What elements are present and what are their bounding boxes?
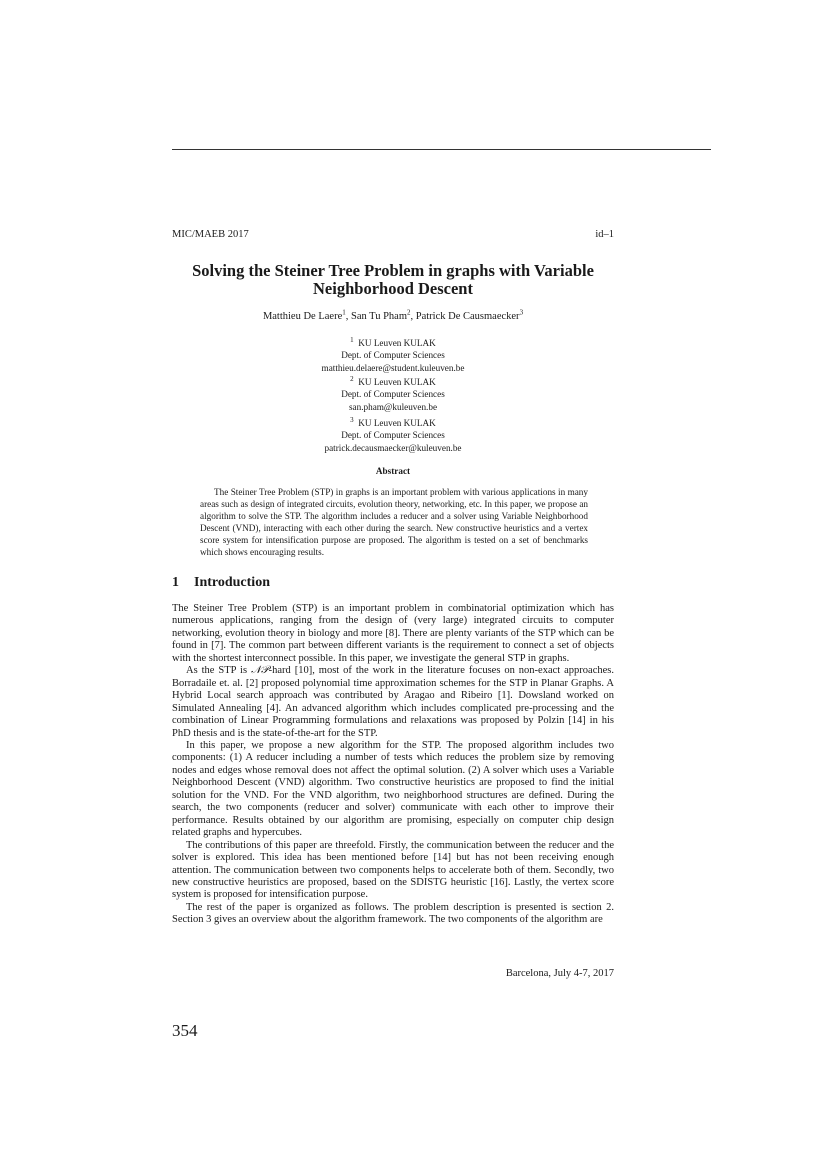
paragraph — [172, 665, 614, 740]
section-title: Introduction — [194, 575, 270, 590]
affiliation-org: KU Leuven KULAK — [358, 418, 436, 428]
page-number: 354 — [172, 1021, 198, 1040]
abstract-heading: Abstract — [375, 466, 411, 476]
author-sup: 2 — [407, 308, 411, 317]
affiliation-1 — [172, 337, 614, 374]
abstract-body — [200, 486, 588, 559]
running-header-left: MIC/MAEB 2017 — [172, 229, 249, 240]
footer-location: Barcelona, July 4-7, 2017 — [505, 968, 614, 979]
author-sup: 3 — [519, 308, 524, 317]
paragraph: The contributions of this paper are threefold. Firstly, the communication between the reducer and the solver is explored. This idea has been mentioned before [14] but has not been receiving enough attention. The communication between two components helps to accelerate both of them. Secondly, two new constructive heuristics are proposed, based on the SDISTG heuristic [16]. Lastly, the vertex score system is proposed for intensification purpose. — [172, 839, 614, 901]
top-rule — [172, 149, 711, 150]
author-name: Matthieu De Laere — [262, 311, 343, 322]
np-symbol: 𝒩𝒫 — [251, 665, 269, 677]
section-number: 1 — [172, 575, 179, 590]
affiliation-org: KU Leuven KULAK — [358, 377, 436, 387]
affiliation-sup: 2 — [350, 374, 354, 383]
paper-title: Solving the Steiner Tree Problem in graphs with Variable Neighborhood Descent — [192, 261, 594, 298]
affiliation-sup: 3 — [350, 415, 354, 424]
section-body — [172, 603, 614, 927]
paragraph-text: -hard [10], most of the work in the literature focuses on non-exact approaches. Borradaile et. al. [2] proposed polynomial time approximation schemes for the STP in Planar Graphs. A Hybrid Local search approach was contributed by Aragao and Ribeiro [1]. Dowsland worked on Simulated Annealing [4]. An advanced algorithm which includes complicated pre-processing and the combination of Linear Programming formulations and relaxations was proposed by Polzin [14] in his PhD thesis and is the state-of-the-art for the STP. — [172, 665, 614, 739]
section-heading — [172, 575, 270, 591]
affiliation-email: patrick.decausmaecker@kuleuven.be — [324, 442, 462, 453]
paragraph: In this paper, we propose a new algorithm for the STP. The proposed algorithm includes two components: (1) A reducer including a number of tests which reduces the problem size by removing nodes and edges whose removal does not affect the optimal solution. (2) A solver which uses a Variable Neighborhood Descent (VND) algorithm. Two constructive heuristics are proposed to find the initial solution for the VND. For the VND algorithm, two neighborhood structures are defined. During the search, the two components (reducer and solver) communicate with each other to improve their performance. Results obtained by our algorithm are promising, especially on computer chip design related graphs and hypercubes. — [172, 739, 614, 839]
affiliation-dept: Dept. of Computer Sciences — [341, 389, 445, 400]
author-sup: 1 — [342, 308, 346, 317]
running-header — [172, 229, 614, 240]
paragraph-text: As the STP is — [186, 665, 251, 677]
affiliation-dept: Dept. of Computer Sciences — [341, 430, 445, 441]
paragraph: The Steiner Tree Problem (STP) is an important problem in combinatorial optimization which has numerous applications, ranging from the design of (very large) integrated circuits to computer networking, evolution theory in biology and more [8]. There are plenty variants of the STP which can be found in [7]. The common part between different variants is the requirement to connect a set of objects with the shortest interconnect possible. In this paper, we investigate the general STP in graphs. — [172, 603, 614, 664]
affiliation-dept: Dept. of Computer Sciences — [341, 350, 445, 361]
affiliation-email: san.pham@kuleuven.be — [348, 401, 438, 412]
affiliation-2 — [172, 376, 614, 413]
affiliation-3 — [172, 417, 614, 454]
author-name: San Tu Pham — [350, 311, 408, 322]
author-list: Matthieu De Laere$^1$, San Tu Pham$^2$, Patrick De Causmaecker$^3$ — [262, 308, 524, 322]
affiliation-sup: 1 — [350, 335, 354, 344]
author-name: Patrick De Causmaecker — [415, 311, 520, 322]
running-header-right: id–1 — [595, 229, 614, 240]
affiliation-org: KU Leuven KULAK — [358, 338, 436, 348]
affiliation-email: matthieu.delaere@student.kuleuven.be — [321, 362, 465, 373]
abstract-text: The Steiner Tree Problem (STP) in graphs is an important problem with various applications in many areas such as design of integrated circuits, evolution theory, networking, etc. In this paper, we propose an algorithm to solve the STP. The algorithm includes a reducer and a solver using Variable Neighborhood Descent (VND), interacting with each other during the search. New constructive heuristics and a vertex score system for intensification purpose are proposed. The algorithm is tested on a set of benchmarks which shows encouraging results. — [200, 487, 588, 558]
paragraph: The rest of the paper is organized as follows. The problem description is presented is section 2. Section 3 gives an overview about the algorithm framework. The two components of the algorithm are — [172, 901, 614, 926]
